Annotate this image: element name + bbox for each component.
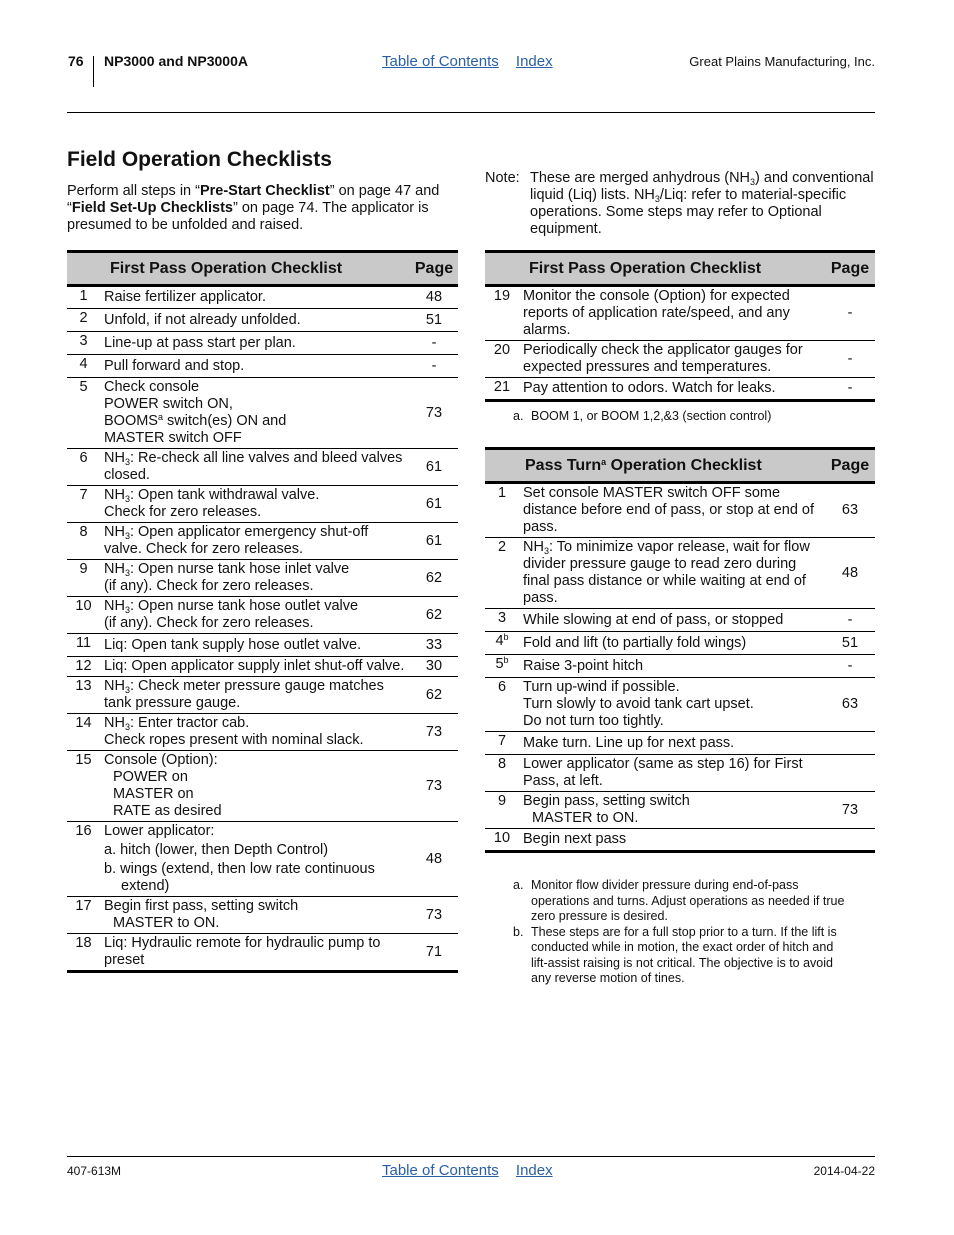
step-page: 30 [410,657,458,677]
footnote-item [513,878,848,925]
footnote-mark: b. [513,924,524,939]
subscript: 3 [124,685,130,695]
subscript: 3 [124,531,130,541]
step-number-text: 4 [495,633,504,649]
step-page: - [410,355,458,378]
step-number: 9 [485,792,519,829]
step-text [519,538,825,609]
step-line: Turn slowly to avoid tank cart upset. [523,696,754,712]
step-text [100,378,410,449]
step-line [104,561,410,578]
step-text: While slowing at end of pass, or stopped [519,609,825,632]
step-text: Liq: Open applicator supply inlet shut-off valve. [100,657,410,677]
step-fragment: : To minimize vapor release, wait for flow divider pressure gauge to read zero during final pass distance or while waiting at end of pass. [523,539,810,606]
step-fragment: : Open nurse tank hose inlet valve [129,561,350,577]
table-row [485,632,875,655]
intro-text: ” on page 47 and “ [67,183,440,216]
step-text: Begin next pass [519,829,825,852]
step-text: Make turn. Line up for next pass. [519,732,825,755]
table-header [485,252,875,286]
col-page: Page [825,449,875,483]
step-page: 73 [825,792,875,829]
step-number: 3 [67,332,100,355]
step-number: 3 [485,609,519,632]
step-text [100,714,410,751]
table-row [67,677,458,714]
table-row [67,597,458,634]
header-divider [93,56,94,87]
table-header [485,449,875,483]
footnote-ref: a [157,412,163,422]
subscript: 3 [543,546,549,556]
table-row [485,286,875,341]
step-page: 61 [410,449,458,486]
chem-nh: NH [104,450,125,466]
step-fragment: switch(es) ON and [163,413,287,429]
table-row [67,378,458,449]
step-line: MASTER to ON. [532,810,639,826]
step-line [104,487,410,504]
step-line: Check ropes present with nominal slack. [104,732,364,748]
header-rule [67,112,875,113]
step-text [100,897,410,934]
chem-nh: NH [104,561,125,577]
step-page: 61 [410,486,458,523]
step-number-text: 5 [495,656,504,672]
index-link[interactable]: Index [515,1162,553,1179]
step-page: 62 [410,677,458,714]
table-header [67,252,458,286]
step-fragment: BOOMS [104,413,158,429]
table-row [485,378,875,401]
step-line: POWER on [113,769,188,785]
table-footnote [513,409,873,425]
step-page: 73 [410,378,458,449]
step-fragment: : Enter tractor cab. [129,715,250,731]
chem-nh: NH [104,487,125,503]
step-number: 7 [67,486,100,523]
table-row [67,309,458,332]
table-row [485,655,875,678]
step-text [100,560,410,597]
subscript: 3 [124,494,130,504]
table-row [67,332,458,355]
footnote-item [513,409,873,425]
step-page: - [825,609,875,632]
step-text: Lower applicator (same as step 16) for First Pass, at left. [519,755,825,792]
footnote-ref: b [503,655,509,665]
table-row [485,483,875,538]
step-page: 51 [410,309,458,332]
step-number: 8 [67,523,100,560]
step-text: Pay attention to odors. Watch for leaks. [519,378,825,401]
step-number: 12 [67,657,100,677]
step-text [519,678,825,732]
step-line: POWER switch ON, [104,396,233,412]
step-line: Begin first pass, setting switch [104,898,299,914]
table-row [485,341,875,378]
table-row [67,286,458,309]
footnote-text: Monitor flow divider pressure during end-of-pass operations and turns. Adjust operations as needed if true zero pressure is desired. [531,878,845,923]
step-page: 48 [410,286,458,309]
step-number: 1 [67,286,100,309]
table-row [67,486,458,523]
table-row [485,829,875,852]
step-number [485,655,519,678]
table-row [67,355,458,378]
intro-paragraph [67,183,452,234]
step-text: Raise fertilizer applicator. [100,286,410,309]
subscript: 3 [750,177,756,187]
step-text: Unfold, if not already unfolded. [100,309,410,332]
col-title: First Pass Operation Checklist [519,252,825,286]
step-fragment: : Open tank withdrawal valve. [129,487,320,503]
note-block [485,170,875,238]
table-row [485,755,875,792]
footnote-ref: b [503,632,509,642]
step-line: Turn up-wind if possible. [523,679,680,695]
table-row [67,560,458,597]
step-number: 13 [67,677,100,714]
step-number: 1 [485,483,519,538]
intro-text: Perform all steps in “ [67,183,200,199]
footnote-item [513,925,848,987]
table-row [485,609,875,632]
step-number: 2 [67,309,100,332]
col-title-text: Pass Turn [525,457,602,474]
step-number: 7 [485,732,519,755]
footer-rule [67,1156,875,1157]
step-page: 33 [410,634,458,657]
chem-nh: NH [104,715,125,731]
step-number: 9 [67,560,100,597]
header-nav [382,53,566,70]
pre-start-ref: Pre-Start Checklist [199,183,330,199]
doc-title: NP3000 and NP3000A [104,53,248,69]
note-fragment: These are merged anhydrous (NH [530,170,751,186]
first-pass-table-continued [485,250,875,402]
step-text: Raise 3-point hitch [519,655,825,678]
table-row [67,934,458,972]
step-page: 63 [825,678,875,732]
step-page: 63 [825,483,875,538]
table-row [67,897,458,934]
step-fragment: : Check meter pressure gauge matches tank pressure gauge. [104,678,384,711]
footnote-text: These steps are for a full stop prior to a turn. If the lift is conducted while in motion, the exact order of hitch and lift-assist raising is not critical. The objective is to avoid any reverse motion of tines. [531,924,837,985]
step-line: MASTER to ON. [113,915,220,931]
step-line: Lower applicator: [104,823,215,839]
step-number: 16 [67,822,100,897]
subscript: 3 [124,722,130,732]
step-page: 73 [410,714,458,751]
step-number: 6 [67,449,100,486]
step-number: 14 [67,714,100,751]
table-footnotes [513,878,848,987]
step-fragment: : Open applicator emergency shut-off valve. Check for zero releases. [104,524,369,557]
field-setup-ref: Field Set-Up Checklists [71,200,233,216]
col-title: First Pass Operation Checklist [100,252,410,286]
step-page: 71 [410,934,458,972]
note-fragment: /Liq: refer to material-specific operations. Some steps may refer to Optional equipment. [530,187,847,237]
step-number: 15 [67,751,100,822]
step-page [825,829,875,852]
step-number [485,632,519,655]
chem-nh: NH [104,524,125,540]
step-number: 10 [67,597,100,634]
subscript: 3 [124,605,130,615]
step-number: 19 [485,286,519,341]
step-number: 10 [485,829,519,852]
first-pass-table [67,250,458,973]
step-line: MASTER on [113,786,194,802]
step-page: - [825,655,875,678]
step-number: 21 [485,378,519,401]
footnote-mark: a. [513,409,524,423]
chem-nh: NH [523,539,544,555]
table-row [67,822,458,897]
note-label: Note: [485,170,520,186]
step-page: 48 [410,822,458,897]
footer-nav [382,1162,566,1179]
subscript: 3 [654,194,660,204]
toc-link[interactable]: Table of Contents [382,1162,499,1179]
step-number: 11 [67,634,100,657]
step-page: - [825,378,875,401]
toc-link[interactable]: Table of Contents [382,53,499,70]
step-text [519,792,825,829]
step-fragment: : Open nurse tank hose outlet valve [129,598,359,614]
subscript: 3 [124,568,130,578]
table-row [485,678,875,732]
step-page: - [410,332,458,355]
step-page: 73 [410,751,458,822]
col-title-text: Operation Checklist [606,457,762,474]
col-page: Page [410,252,458,286]
step-text: Liq: Open tank supply hose outlet valve. [100,634,410,657]
col-title [519,449,825,483]
step-number: 8 [485,755,519,792]
step-line: (if any). Check for zero releases. [104,578,314,594]
step-page: 61 [410,523,458,560]
step-line: Begin pass, setting switch [523,793,690,809]
step-page: - [825,286,875,341]
step-text: Line-up at pass start per plan. [100,332,410,355]
table-row [67,657,458,677]
chem-nh: NH [104,598,125,614]
step-number: 5 [67,378,100,449]
step-number: 17 [67,897,100,934]
step-line: MASTER switch OFF [104,430,242,446]
step-page: 51 [825,632,875,655]
step-text: Liq: Hydraulic remote for hydraulic pump to preset [100,934,410,972]
step-line: Check for zero releases. [104,504,262,520]
step-line [104,598,410,615]
table-row [485,792,875,829]
step-text [100,822,410,897]
step-text: Periodically check the applicator gauges for expected pressures and temperatures. [519,341,825,378]
note-text [530,170,875,238]
step-number: 20 [485,341,519,378]
step-line: b. wings (extend, then low rate continuous extend) [104,861,375,894]
step-line: Console (Option): [104,752,218,768]
step-page: 48 [825,538,875,609]
step-number: 6 [485,678,519,732]
table-row [67,714,458,751]
section-title: Field Operation Checklists [67,148,332,171]
step-line [104,715,410,732]
chem-nh: NH [104,678,125,694]
footnote-mark: a. [513,878,524,892]
footnote-ref: a [601,457,607,467]
step-text [100,751,410,822]
table-row [67,449,458,486]
table-row [67,751,458,822]
step-text: Monitor the console (Option) for expected reports of application rate/speed, and any alarms. [519,286,825,341]
step-page [825,732,875,755]
table-row [485,732,875,755]
step-number: 18 [67,934,100,972]
step-number: 4 [67,355,100,378]
step-text: Fold and lift (to partially fold wings) [519,632,825,655]
step-page [825,755,875,792]
step-page: 73 [410,897,458,934]
step-line: a. hitch (lower, then Depth Control) [104,842,329,858]
pass-turn-table [485,447,875,853]
step-line: (if any). Check for zero releases. [104,615,314,631]
step-line: Do not turn too tightly. [523,713,664,729]
step-page: - [825,341,875,378]
step-text [100,486,410,523]
step-text [100,677,410,714]
intro-text: ” on page 74. The applicator is presumed to be unfolded and raised. [67,200,429,233]
step-page: 62 [410,597,458,634]
table-row [67,634,458,657]
company-name: Great Plains Manufacturing, Inc. [689,54,875,69]
step-text [100,449,410,486]
step-text: Pull forward and stop. [100,355,410,378]
step-text: Set console MASTER switch OFF some distance before end of pass, or stop at end of pass. [519,483,825,538]
step-text [100,523,410,560]
step-number: 2 [485,538,519,609]
step-line: RATE as desired [113,803,222,819]
step-fragment: : Re-check all line valves and bleed valves closed. [104,450,403,483]
step-text [100,597,410,634]
page-number: 76 [68,53,84,69]
index-link[interactable]: Index [515,53,553,70]
step-page: 62 [410,560,458,597]
col-page: Page [825,252,875,286]
doc-number: 407-613M [67,1164,122,1178]
doc-date: 2014-04-22 [813,1164,875,1178]
subscript: 3 [124,457,130,467]
footnote-text: BOOM 1, or BOOM 1,2,&3 (section control) [531,409,772,423]
step-line: Check console [104,379,200,395]
table-row [485,538,875,609]
table-row [67,523,458,560]
note-fragment: ) and conventional liquid (Liq) lists. NH [530,170,874,203]
step-line [104,413,410,430]
